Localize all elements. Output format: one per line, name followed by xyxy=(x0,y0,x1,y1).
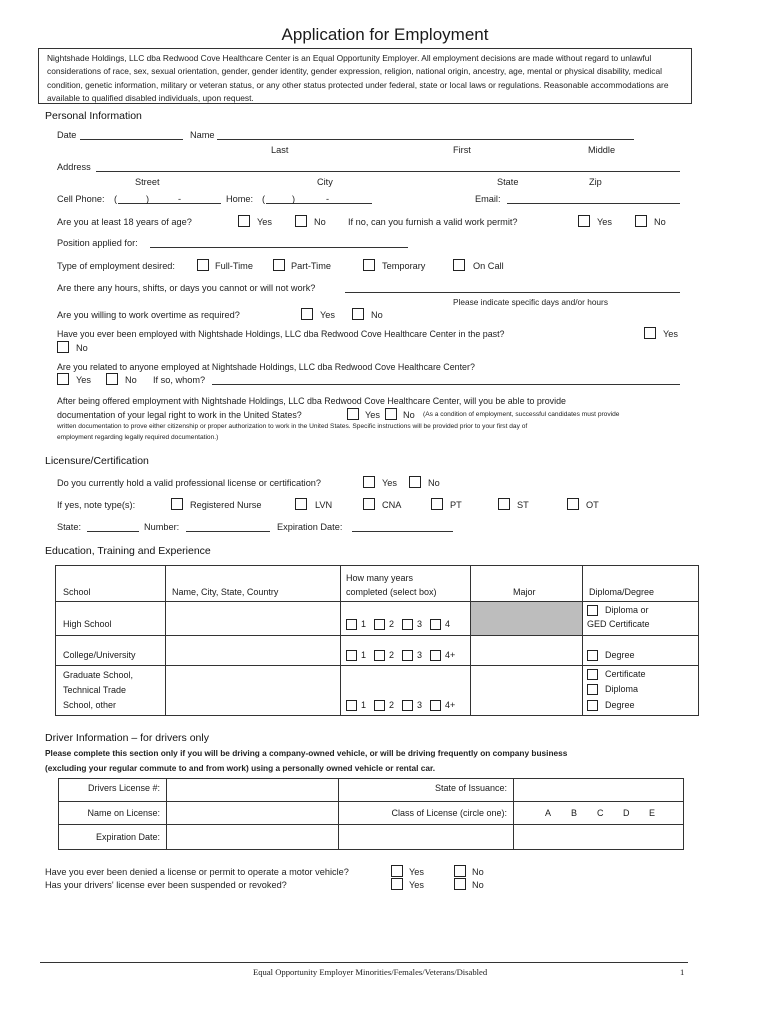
hs-year-3-checkbox[interactable] xyxy=(402,619,413,630)
grad-diploma-checkbox[interactable] xyxy=(587,684,598,695)
college-year-3-checkbox[interactable] xyxy=(402,650,413,661)
grad-degree-checkbox[interactable] xyxy=(587,700,598,711)
ot-label: OT xyxy=(586,500,599,510)
docs-no-checkbox[interactable] xyxy=(385,408,397,420)
license-hold-question: Do you currently hold a valid professional license or certification? xyxy=(57,478,322,488)
college-year-2-checkbox[interactable] xyxy=(374,650,385,661)
eeo-statement: Nightshade Holdings, LLC dba Redwood Cove Healthcare Center is an Equal Opportunity Employer. All employment decisions are made without regard to unlawful considerations of race, sex, sexual orientation, gender, gender identity, gender expression, religion, national origin, ancestry, age, mental or physical disability, medical condition, genetic information, military or veteran status, or any other status protected under federal, state or local laws or regulations. Reasonable accommodations are available to qualified disabled individuals, upon request. xyxy=(38,48,692,104)
docs-no-label: No xyxy=(403,410,415,420)
city-caption: City xyxy=(317,177,333,187)
license-heading: Licensure/Certification xyxy=(45,455,149,467)
temporary-checkbox[interactable] xyxy=(363,259,375,271)
college-year-4-checkbox[interactable] xyxy=(430,650,441,661)
age-yes-checkbox[interactable] xyxy=(238,215,250,227)
overtime-no-label: No xyxy=(371,310,383,320)
name-on-license-input[interactable] xyxy=(167,802,339,825)
hours-note: Please indicate specific days and/or hours xyxy=(453,297,608,307)
suspended-yes-label: Yes xyxy=(409,880,424,890)
lvn-label: LVN xyxy=(315,500,333,510)
docs-question-line2: documentation of your legal right to work in the United States? xyxy=(57,410,302,420)
denied-question: Have you ever been denied a license or permit to operate a motor vehicle? xyxy=(45,867,349,877)
license-class-cell: Class of License (circle one): xyxy=(339,802,514,825)
license-expiration-field[interactable] xyxy=(352,531,453,532)
employed-before-no-label: No xyxy=(76,343,88,353)
overtime-question: Are you willing to work overtime as required? xyxy=(57,310,240,320)
full-time-label: Full-Time xyxy=(215,261,253,271)
address-field[interactable] xyxy=(96,171,680,172)
docs-question-line1: After being offered employment with Nightshade Holdings, LLC dba Redwood Cove Healthcare Center, will you be able to provide xyxy=(57,396,566,406)
row-graduate: Graduate School, Technical Trade School, other xyxy=(56,666,166,716)
class-d-option[interactable]: D xyxy=(623,808,630,818)
permit-question: If no, can you furnish a valid work permit? xyxy=(348,217,518,227)
first-caption: First xyxy=(453,145,471,155)
lvn-checkbox[interactable] xyxy=(295,498,307,510)
grad-year-1-checkbox[interactable] xyxy=(346,700,357,711)
on-call-label: On Call xyxy=(473,261,504,271)
temporary-label: Temporary xyxy=(382,261,426,271)
position-field[interactable] xyxy=(150,247,408,248)
part-time-label: Part-Time xyxy=(291,261,331,271)
st-checkbox[interactable] xyxy=(498,498,510,510)
hs-year-4-checkbox[interactable] xyxy=(430,619,441,630)
header-years: How many years completed (select box) xyxy=(341,566,471,602)
footer-divider xyxy=(40,962,688,963)
related-question: Are you related to anyone employed at Nightshade Holdings, LLC dba Redwood Cove Healthcare Center? xyxy=(57,362,475,372)
license-types-label: If yes, note type(s): xyxy=(57,500,136,510)
expiration-input[interactable] xyxy=(167,825,339,850)
college-year-1-checkbox[interactable] xyxy=(346,650,357,661)
related-no-checkbox[interactable] xyxy=(106,373,118,385)
overtime-yes-checkbox[interactable] xyxy=(301,308,313,320)
page-title: Application for Employment xyxy=(281,25,489,44)
driver-heading: Driver Information – for drivers only xyxy=(45,732,209,744)
grad-certificate-checkbox[interactable] xyxy=(587,669,598,680)
grad-year-4-checkbox[interactable] xyxy=(430,700,441,711)
college-diploma-cell: Degree xyxy=(583,636,699,666)
high-school-location-cell[interactable] xyxy=(166,602,341,636)
license-number-input[interactable] xyxy=(167,779,339,802)
license-state-label: State: xyxy=(57,522,82,532)
header-location: Name, City, State, Country xyxy=(166,566,341,602)
class-c-option[interactable]: C xyxy=(597,808,604,818)
ot-checkbox[interactable] xyxy=(567,498,579,510)
email-field[interactable] xyxy=(507,203,680,204)
if-so-label: If so, whom? xyxy=(153,375,206,385)
home-paren-open: ( xyxy=(262,194,266,204)
hours-question: Are there any hours, shifts, or days you cannot or will not work? xyxy=(57,283,316,293)
header-diploma: Diploma/Degree xyxy=(583,566,699,602)
high-school-years-cell: 1 2 3 4 xyxy=(341,602,471,636)
cell-dash: - xyxy=(178,194,182,204)
graduate-location-cell[interactable] xyxy=(166,666,341,716)
last-caption: Last xyxy=(271,145,289,155)
middle-caption: Middle xyxy=(588,145,616,155)
college-major-cell[interactable] xyxy=(471,636,583,666)
license-number-cell: Drivers License #: xyxy=(59,779,167,802)
blank-cell-1 xyxy=(339,825,514,850)
hs-year-2-checkbox[interactable] xyxy=(374,619,385,630)
cell-phone-field[interactable] xyxy=(118,203,221,204)
docs-note-line1: (As a condition of employment, successful candidates must provide xyxy=(423,411,620,418)
license-class-options xyxy=(514,802,684,825)
name-label: Name xyxy=(190,130,215,140)
cna-label: CNA xyxy=(382,500,402,510)
overtime-yes-label: Yes xyxy=(320,310,335,320)
hs-year-1-checkbox[interactable] xyxy=(346,619,357,630)
education-heading: Education, Training and Experience xyxy=(45,545,211,557)
related-whom-field[interactable] xyxy=(212,384,680,385)
employed-before-yes-label: Yes xyxy=(663,329,678,339)
grad-year-2-checkbox[interactable] xyxy=(374,700,385,711)
related-yes-checkbox[interactable] xyxy=(57,373,69,385)
docs-yes-label: Yes xyxy=(365,410,380,420)
education-table xyxy=(55,565,699,716)
pt-checkbox[interactable] xyxy=(431,498,443,510)
driver-table xyxy=(58,778,684,850)
pt-label: PT xyxy=(450,500,462,510)
date-field[interactable] xyxy=(80,139,183,140)
related-no-label: No xyxy=(125,375,137,385)
home-paren-close: ) xyxy=(292,194,296,204)
cell-paren-close: ) xyxy=(146,194,150,204)
state-caption: State xyxy=(497,177,519,187)
high-school-diploma-cell: Diploma or GED Certificate xyxy=(583,602,699,636)
suspended-no-label: No xyxy=(472,880,484,890)
permit-no-checkbox[interactable] xyxy=(635,215,647,227)
state-issuance-input[interactable] xyxy=(514,779,684,802)
header-major: Major xyxy=(471,566,583,602)
cell-paren-open: ( xyxy=(114,194,118,204)
graduate-years-cell: 1 2 3 4+ xyxy=(341,666,471,716)
age-question: Are you at least 18 years of age? xyxy=(57,217,192,227)
graduate-diploma-cell: Certificate Diploma Degree xyxy=(583,666,699,716)
email-label: Email: xyxy=(475,194,501,204)
permit-yes-checkbox[interactable] xyxy=(578,215,590,227)
on-call-checkbox[interactable] xyxy=(453,259,465,271)
graduate-major-cell[interactable] xyxy=(471,666,583,716)
address-label: Address xyxy=(57,162,91,172)
docs-note-line2: written documentation to prove either citizenship or proper authorization to work in the United States. Specific instructions will be provided prior to your first day of xyxy=(57,423,528,430)
college-degree-checkbox[interactable] xyxy=(587,650,598,661)
class-b-option[interactable]: B xyxy=(571,808,578,818)
high-school-major-cell xyxy=(471,602,583,636)
docs-note-line3: employment regarding legally required documentation.) xyxy=(57,434,219,441)
license-state-field[interactable] xyxy=(87,531,139,532)
college-years-cell: 1 2 3 4+ xyxy=(341,636,471,666)
suspended-no-checkbox[interactable] xyxy=(454,878,466,890)
expiration-cell: Expiration Date: xyxy=(59,825,167,850)
license-yes-label: Yes xyxy=(382,478,397,488)
registered-nurse-checkbox[interactable] xyxy=(171,498,183,510)
class-e-option[interactable]: E xyxy=(649,808,656,818)
employed-before-no-checkbox[interactable] xyxy=(57,341,69,353)
home-phone-label: Home: xyxy=(226,194,254,204)
denied-yes-label: Yes xyxy=(409,867,424,877)
street-caption: Street xyxy=(135,177,160,187)
registered-nurse-label: Registered Nurse xyxy=(190,500,262,510)
personal-heading: Personal Information xyxy=(45,110,142,122)
overtime-no-checkbox[interactable] xyxy=(352,308,364,320)
age-no-checkbox[interactable] xyxy=(295,215,307,227)
home-phone-field[interactable] xyxy=(266,203,372,204)
college-location-cell[interactable] xyxy=(166,636,341,666)
part-time-checkbox[interactable] xyxy=(273,259,285,271)
state-issuance-cell: State of Issuance: xyxy=(339,779,514,802)
date-label: Date xyxy=(57,130,77,140)
page-number: 1 xyxy=(680,967,685,977)
license-yes-checkbox[interactable] xyxy=(363,476,375,488)
blank-cell-2 xyxy=(514,825,684,850)
permit-yes-label: Yes xyxy=(597,217,612,227)
suspended-yes-checkbox[interactable] xyxy=(391,878,403,890)
header-school: School xyxy=(56,566,166,602)
driver-instructions-line2: (excluding your regular commute to and from work) using a personally owned vehicle or rental car. xyxy=(45,763,436,773)
denied-yes-checkbox[interactable] xyxy=(391,865,403,877)
license-no-label: No xyxy=(428,478,440,488)
denied-no-checkbox[interactable] xyxy=(454,865,466,877)
home-dash: - xyxy=(326,194,330,204)
suspended-question: Has your drivers' license ever been suspended or revoked? xyxy=(45,880,287,890)
cna-checkbox[interactable] xyxy=(363,498,375,510)
license-expiration-label: Expiration Date: xyxy=(277,522,343,532)
age-yes-label: Yes xyxy=(257,217,272,227)
position-label: Position applied for: xyxy=(57,238,138,248)
full-time-checkbox[interactable] xyxy=(197,259,209,271)
row-college: College/University xyxy=(56,636,166,666)
name-on-license-cell: Name on License: xyxy=(59,802,167,825)
st-label: ST xyxy=(517,500,529,510)
hours-field[interactable] xyxy=(345,292,680,293)
row-high-school: High School xyxy=(56,602,166,636)
employed-before-question: Have you ever been employed with Nightshade Holdings, LLC dba Redwood Cove Healthcare Center in the past? xyxy=(57,329,505,339)
related-yes-label: Yes xyxy=(76,375,91,385)
grad-year-3-checkbox[interactable] xyxy=(402,700,413,711)
driver-instructions-line1: Please complete this section only if you will be driving a company-owned vehicle, or will be driving frequently on company business xyxy=(45,748,568,758)
zip-caption: Zip xyxy=(589,177,602,187)
license-number-field[interactable] xyxy=(186,531,270,532)
license-no-checkbox[interactable] xyxy=(409,476,421,488)
class-a-option[interactable]: A xyxy=(545,808,552,818)
docs-yes-checkbox[interactable] xyxy=(347,408,359,420)
permit-no-label: No xyxy=(654,217,666,227)
employment-type-label: Type of employment desired: xyxy=(57,261,175,271)
name-field[interactable] xyxy=(217,139,634,140)
age-no-label: No xyxy=(314,217,326,227)
license-number-label: Number: xyxy=(144,522,180,532)
cell-phone-label: Cell Phone: xyxy=(57,194,105,204)
hs-diploma-checkbox[interactable] xyxy=(587,605,598,616)
employed-before-yes-checkbox[interactable] xyxy=(644,327,656,339)
denied-no-label: No xyxy=(472,867,484,877)
footer-text: Equal Opportunity Employer Minorities/Females/Veterans/Disabled xyxy=(253,967,488,977)
